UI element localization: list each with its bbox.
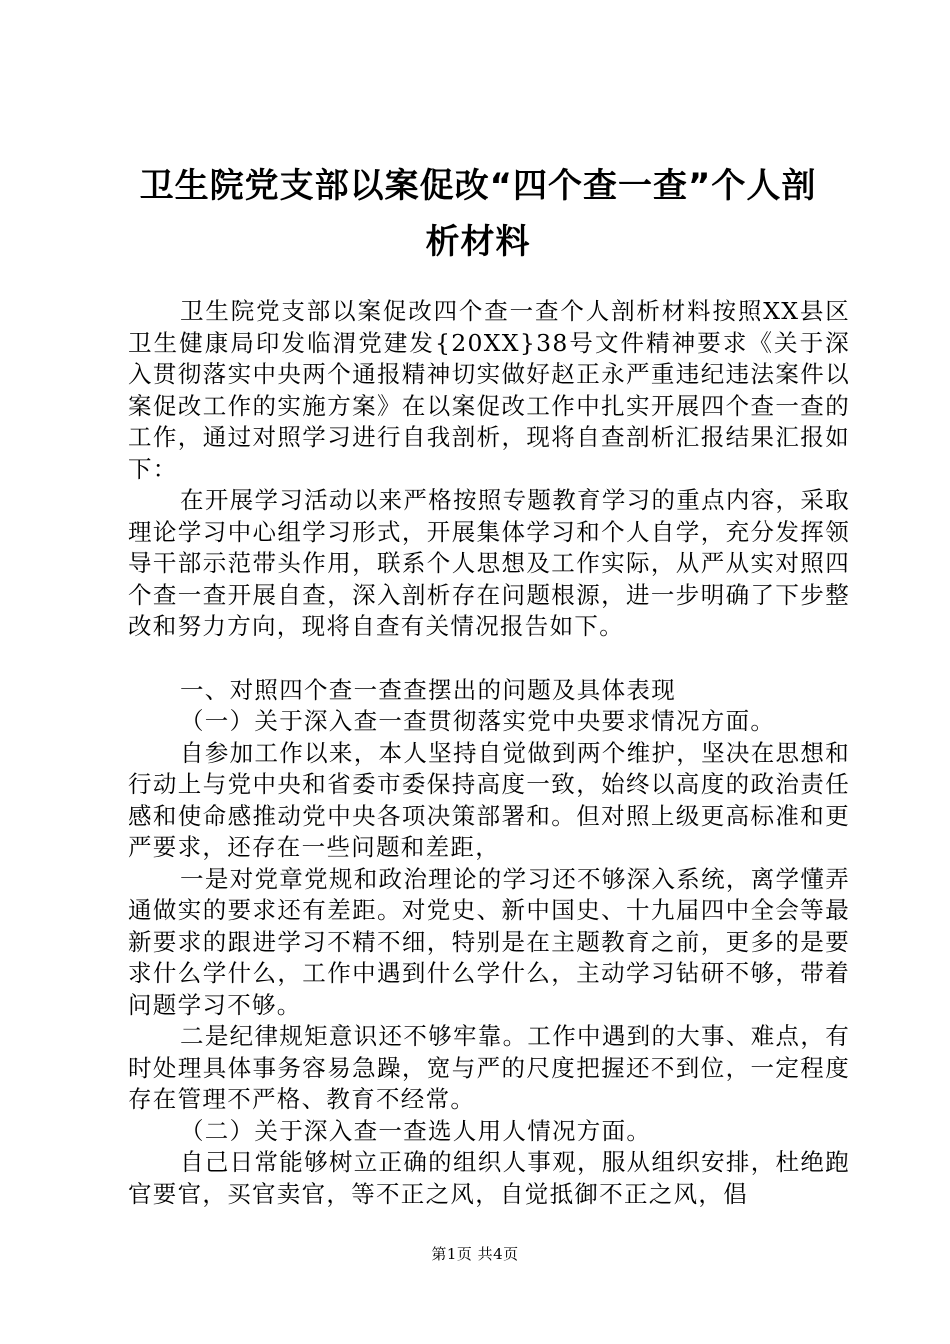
paragraph-section2-body: 自己日常能够树立正确的组织人事观，服从组织安排，杜绝跑官要官，买官卖官，等不正之风，自觉抵御不正之风，倡 — [128, 1148, 850, 1208]
section-heading-1: 一、对照四个查一查查摆出的问题及具体表现 — [180, 675, 676, 704]
paragraph-issue-2: 二是纪律规矩意识还不够牢靠。工作中遇到的大事、难点，有时处理具体事务容易急躁，宽与严的尺度把握还不到位，一定程度存在管理不严格、教育不经常。 — [128, 1022, 850, 1113]
paragraph-overview: 在开展学习活动以来严格按照专题教育学习的重点内容，采取理论学习中心组学习形式，开展集体学习和个人自学，充分发挥领导干部示范带头作用，联系个人思想及工作实际，从严从实对照四个查一查开展自查，深入剖析存在问题根源，进一步明确了下步整改和努力方向，现将自查有关情况报告如下。 — [128, 486, 850, 640]
document-title — [118, 158, 838, 270]
page-footer: 第1页 共4页 — [431, 1245, 519, 1263]
title-line-2: 析材料 — [425, 222, 531, 262]
paragraph-section1-body: 自参加工作以来，本人坚持自觉做到两个维护，坚决在思想和行动上与党中央和省委市委保持高度一致，始终以高度的政治责任感和使命感推动党中央各项决策部署和。但对照上级更高标准和更严要求，还存在一些问题和差距， — [128, 738, 850, 861]
document-body — [128, 296, 850, 1210]
subsection-heading-2: （二）关于深入查一查选人用人情况方面。 — [180, 1116, 652, 1145]
paragraph-issue-1: 一是对党章党规和政治理论的学习还不够深入系统，离学懂弄通做实的要求还有差距。对党史、新中国史、十九届四中全会等最新要求的跟进学习不精不细，特别是在主题教育之前，更多的是要求什么学什么，工作中遇到什么学什么，主动学习钻研不够，带着问题学习不够。 — [128, 864, 850, 1019]
paragraph-intro: 卫生院党支部以案促改四个查一查个人剖析材料按照XX县区卫生健康局印发临渭党建发{20XX}38号文件精神要求《关于深入贯彻落实中央两个通报精神切实做好赵正永严重违纪违法案件以案促改工作的实施方案》在以案促改工作中扎实开展四个查一查的工作，通过对照学习进行自我剖析，现将自查剖析汇报结果汇报如下： — [128, 297, 850, 483]
subsection-heading-1: （一）关于深入查一查贯彻落实党中央要求情况方面。 — [180, 707, 776, 735]
title-line-1: 卫生院党支部以案促改“四个查一查”个人剖 — [139, 166, 817, 206]
paragraph-gap — [128, 643, 850, 675]
